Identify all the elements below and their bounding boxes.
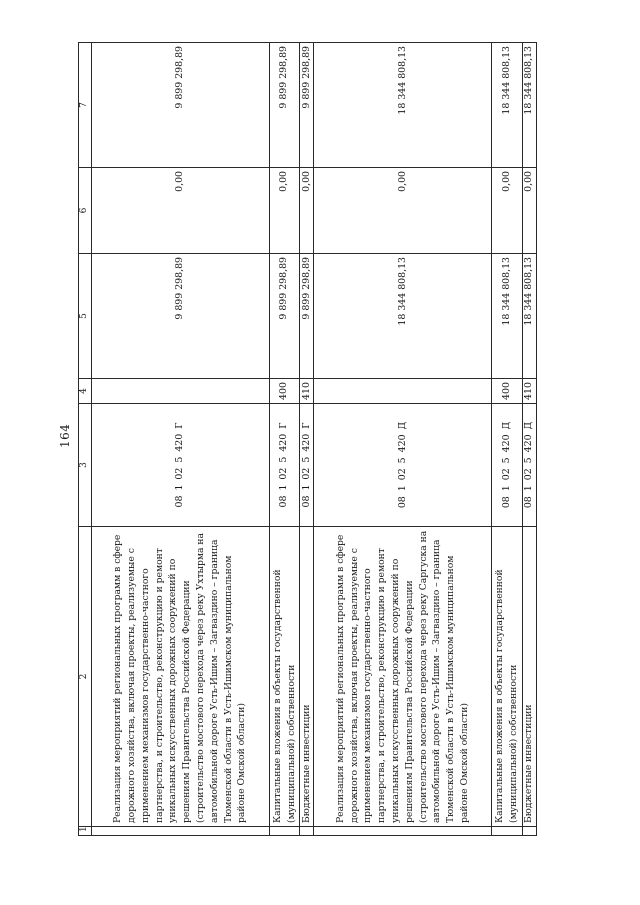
amount-col6: 0,00 (269, 168, 300, 254)
item-name: Бюджетные инвестиции (300, 527, 314, 827)
code-segment: 08 (396, 496, 408, 509)
code-segment: Г (300, 422, 312, 429)
column-number: 7 (79, 43, 92, 168)
amount-col6: 0,00 (91, 168, 269, 254)
amount-col7: 9 899 298,89 (300, 43, 314, 168)
code-segment: 5 (501, 457, 512, 464)
budget-code (300, 404, 314, 527)
budget-code (91, 404, 269, 527)
page-number: 164 (58, 423, 72, 448)
column-number: 4 (79, 379, 92, 404)
budget-code (522, 404, 536, 527)
code-segment: 1 (174, 484, 186, 491)
code-segment: 5 (396, 457, 408, 464)
amount-col7: 18 344 808,13 (522, 43, 536, 168)
code-segment: 5 (174, 456, 186, 463)
code-segment: 08 (300, 495, 312, 508)
amount-col5: 18 344 808,13 (522, 254, 536, 379)
code-segment: 08 (501, 496, 512, 509)
item-name: Капитальные вложения в объекты государственной (муниципальной) собственности (492, 527, 523, 827)
item-name: Реализация мероприятий региональных программ в сфере дорожного хозяйства, включая проекты, реализуемые с применением механизмов государственно-частного партнерства, и строительство, реконструкцию и ремонт уникальных искусственных дорожных сооружений по решениям Правительства Российской Федерации (строительство мостового перехода через реку Саргуска на автомобильной дороге Усть-Ишим – Загваздино – граница Тюменской области в Усть-Ишимском муниципальном районе Омской области) (314, 527, 492, 827)
column-number: 3 (79, 404, 92, 527)
amount-col7: 18 344 808,13 (314, 43, 492, 168)
code-segment: 08 (523, 496, 535, 509)
row-number-cell (91, 827, 269, 836)
amount-col5: 9 899 298,89 (91, 254, 269, 379)
row-number-cell (314, 827, 492, 836)
amount-col6: 0,00 (314, 168, 492, 254)
table-row (522, 43, 536, 836)
code-segment: 02 (396, 468, 408, 481)
code-segment: 08 (278, 495, 290, 508)
amount-col5: 18 344 808,13 (314, 254, 492, 379)
code-segment: 420 (396, 434, 408, 453)
code-segment: 02 (300, 467, 312, 480)
code-segment: 02 (174, 467, 186, 480)
code-segment: 5 (300, 456, 312, 463)
amount-col5: 9 899 298,89 (300, 254, 314, 379)
code-segment: 02 (278, 467, 290, 480)
table-row (91, 43, 269, 836)
code-segment: 1 (523, 485, 535, 492)
code-segment: 08 (174, 495, 186, 508)
code-segment: Д (523, 421, 535, 430)
column-number-row (79, 43, 92, 836)
code-segment: 420 (523, 434, 535, 453)
amount-col7: 9 899 298,89 (269, 43, 300, 168)
expense-type-code: 400 (492, 379, 523, 404)
column-number: 5 (79, 254, 92, 379)
code-segment: 420 (300, 433, 312, 452)
code-segment: 1 (501, 485, 512, 492)
table-body (79, 43, 537, 836)
row-number-cell (300, 827, 314, 836)
code-segment: 02 (501, 468, 512, 481)
table-row (300, 43, 314, 836)
column-number: 2 (79, 527, 92, 827)
budget-table (78, 42, 537, 836)
code-segment: Д (501, 421, 512, 430)
code-segment: Д (396, 421, 408, 430)
amount-col6: 0,00 (492, 168, 523, 254)
expense-type-code: 400 (269, 379, 300, 404)
rotated-table-wrapper (78, 43, 537, 836)
column-number: 1 (79, 827, 92, 836)
code-segment: 1 (300, 484, 312, 491)
item-name: Бюджетные инвестиции (522, 527, 536, 827)
expense-type-code: 410 (522, 379, 536, 404)
budget-code (314, 404, 492, 527)
amount-col6: 0,00 (522, 168, 536, 254)
budget-code (492, 404, 523, 527)
row-number-cell (492, 827, 523, 836)
code-segment: 420 (174, 433, 186, 452)
table-row (492, 43, 523, 836)
item-name: Капитальные вложения в объекты государственной (муниципальной) собственности (269, 527, 300, 827)
table-row (314, 43, 492, 836)
code-segment: 420 (278, 433, 290, 452)
amount-col6: 0,00 (300, 168, 314, 254)
row-number-cell (522, 827, 536, 836)
row-number-cell (269, 827, 300, 836)
code-segment: 1 (278, 484, 290, 491)
amount-col7: 18 344 808,13 (492, 43, 523, 168)
code-segment: Г (174, 422, 186, 429)
amount-col7: 9 899 298,89 (91, 43, 269, 168)
expense-type-code (91, 379, 269, 404)
code-segment: 1 (396, 485, 408, 492)
table-row (269, 43, 300, 836)
column-number: 6 (79, 168, 92, 254)
expense-type-code (314, 379, 492, 404)
code-segment: 5 (523, 457, 535, 464)
expense-type-code: 410 (300, 379, 314, 404)
budget-code (269, 404, 300, 527)
code-segment: 420 (501, 434, 512, 453)
code-segment: 5 (278, 456, 290, 463)
code-segment: Г (278, 422, 290, 429)
amount-col5: 9 899 298,89 (269, 254, 300, 379)
amount-col5: 18 344 808,13 (492, 254, 523, 379)
item-name: Реализация мероприятий региональных программ в сфере дорожного хозяйства, включая проекты, реализуемые с применением механизмов государственно-частного партнерства, и строительство, реконструкцию и ремонт уникальных искусственных дорожных сооружений по решениям Правительства Российской Федерации (строительство мостового перехода через реку Ухтырма на автомобильной дороге Усть-Ишим – Загваздино – граница Тюменской области в Усть-Ишимском муниципальном районе Омской области) (91, 527, 269, 827)
code-segment: 02 (523, 468, 535, 481)
